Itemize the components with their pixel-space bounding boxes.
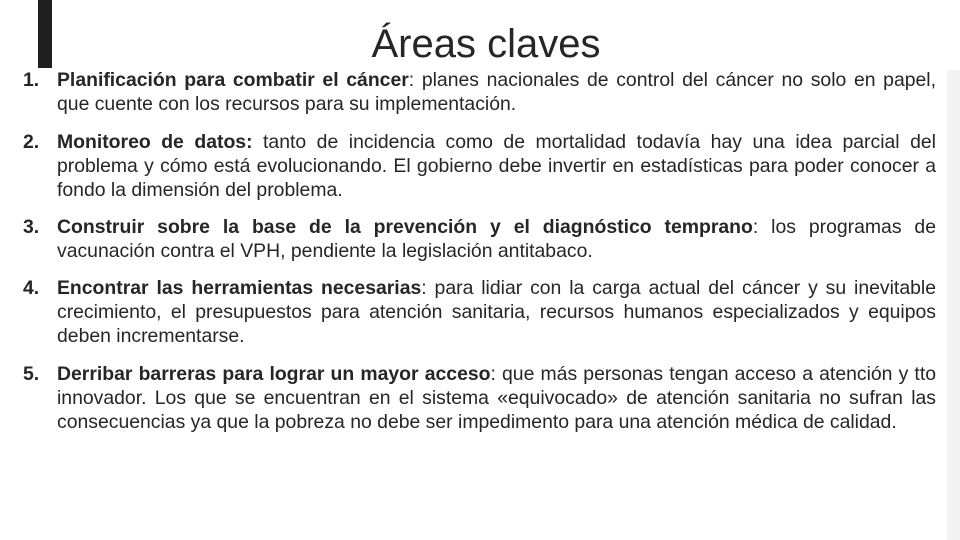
item-number: 3.: [23, 216, 40, 238]
item-text: : planes nacionales de control del cáncer no solo en papel, que cuente con los recursos para su implementación.: [57, 69, 936, 115]
slide-title: Áreas claves: [371, 22, 601, 66]
item-text: : para lidiar con la carga actual del cáncer y su inevitable crecimiento, el presupuestos para atención sanitaria, recursos humanos especializados y equipos deben incrementarse.: [57, 277, 936, 347]
item-heading: Construir sobre la base de la prevención y el diagnóstico temprano: [57, 216, 753, 238]
list-item: [0, 68, 936, 116]
item-text: : los programas de vacunación contra el VPH, pendiente la legislación antitabaco.: [57, 216, 936, 262]
item-text: : que más personas tengan acceso a atención y tto innovador. Los que se encuentran en el sistema «equivocado» de atención sanitaria no sufran las consecuencias ya que la pobreza no debe ser impedimento para una atención médica de calidad.: [57, 363, 936, 433]
item-number: 4.: [23, 277, 40, 299]
item-heading: Derribar barreras para lograr un mayor acceso: [57, 363, 491, 385]
item-number: 2.: [23, 131, 40, 153]
item-heading: Monitoreo de datos:: [57, 131, 253, 153]
content-box: [0, 68, 947, 540]
item-heading: Planificación para combatir el cáncer: [57, 69, 409, 91]
list-item: [0, 362, 936, 434]
list-item: [0, 130, 936, 202]
item-text: tanto de incidencia como de mortalidad todavía hay una idea parcial del problema y cómo está evolucionando. El gobierno debe invertir en estadísticas para poder conocer a fondo la dimensión del problema.: [57, 131, 936, 201]
list-item: [0, 276, 936, 348]
item-number: 5.: [23, 363, 40, 385]
key-areas-list: [0, 68, 936, 434]
item-number: 1.: [23, 69, 40, 91]
item-heading: Encontrar las herramientas necesarias: [57, 277, 422, 299]
list-item: [0, 215, 936, 263]
